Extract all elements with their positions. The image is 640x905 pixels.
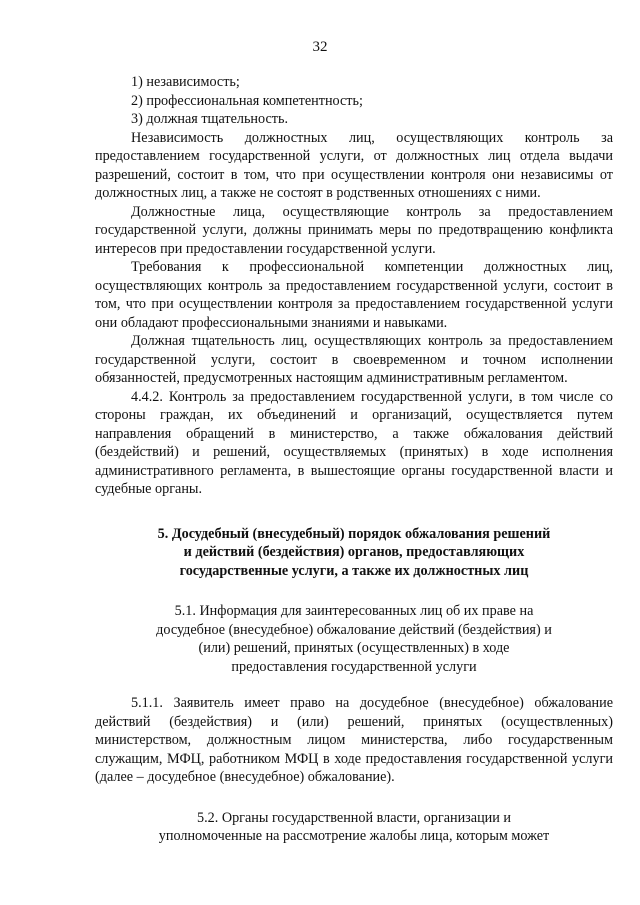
document-body (95, 73, 613, 846)
paragraph-5-1-1: 5.1.1. Заявитель имеет право на досудебное (внесудебное) обжалование действий (бездействия) и (или) решений, принятых (осуществленных) министерством, должностным лицом министерства, либо государственным служащим, МФЦ, работником МФЦ в ходе предоставления государственной услуги (далее – досудебное (внесудебное) обжалование). (95, 695, 613, 785)
section-5-title-line: и действий (бездействия) органов, предоставляющих (183, 544, 525, 560)
subsection-5-2-title-line: 5.2. Органы государственной власти, организации и (197, 809, 511, 826)
section-5-title-line: государственные услуги, а также их должностных лиц (179, 562, 529, 579)
subsection-5-1-title-line: 5.1. Информация для заинтересованных лиц об их праве на (174, 603, 534, 619)
paragraph-4-4-2: 4.4.2. Контроль за предоставлением государственной услуги, в том числе со стороны граждан, их объединений и организаций, осуществляется путем направления обращений в министерство, а также обжалования действий (бездействий) и решений, осуществляемых (принятых) в ходе исполнения административного регламента, в вышестоящие органы государственной власти и судебные органы. (95, 388, 613, 497)
subsection-5-2-title (95, 809, 613, 846)
list-item: 3) должная тщательность. (131, 111, 288, 127)
section-5-title (95, 525, 613, 581)
paragraph-independence: Независимость должностных лиц, осуществляющих контроль за предоставлением государственной услуги, от должностных лиц отдела выдачи разрешений, состоит в том, что при осуществлении контроля они независимы от должностных лиц, а также не состоят в родственных отношениях с ними. (95, 129, 613, 201)
paragraph-conflict-of-interest: Должностные лица, осуществляющие контроль за предоставлением государственной услуги, должны принимать меры по предотвращению конфликта интересов при предоставлении государственной услуги. (95, 203, 613, 257)
subsection-5-2-title-line: уполномоченные на рассмотрение жалобы лица, которым может (158, 828, 550, 844)
subsection-5-1-title-line: (или) решений, принятых (осуществленных) в ходе (198, 640, 510, 656)
subsection-5-1-title (95, 602, 613, 676)
paragraph-competence: Требования к профессиональной компетенции должностных лиц, осуществляющих контроль за предоставлением государственной услуги, состоит в том, что при осуществлении контроля за предоставлением государственной услуги они обладают профессиональными знаниями и навыками. (95, 259, 613, 331)
paragraph-diligence: Должная тщательность лиц, осуществляющих контроль за предоставлением государственной услуги, состоит в своевременном и точном исполнении обязанностей, предусмотренных настоящим административным регламентом. (95, 333, 613, 386)
list-item: 2) профессиональная компетентность; (131, 92, 363, 109)
section-5-title-line: 5. Досудебный (внесудебный) порядок обжалования решений (157, 525, 551, 542)
subsection-5-1-title-line: досудебное (внесудебное) обжалование действий (бездействия) и (156, 621, 552, 638)
page-number: 32 (312, 39, 328, 55)
list-item: 1) независимость; (131, 74, 240, 90)
subsection-5-1-title-line: предоставления государственной услуги (231, 658, 477, 675)
